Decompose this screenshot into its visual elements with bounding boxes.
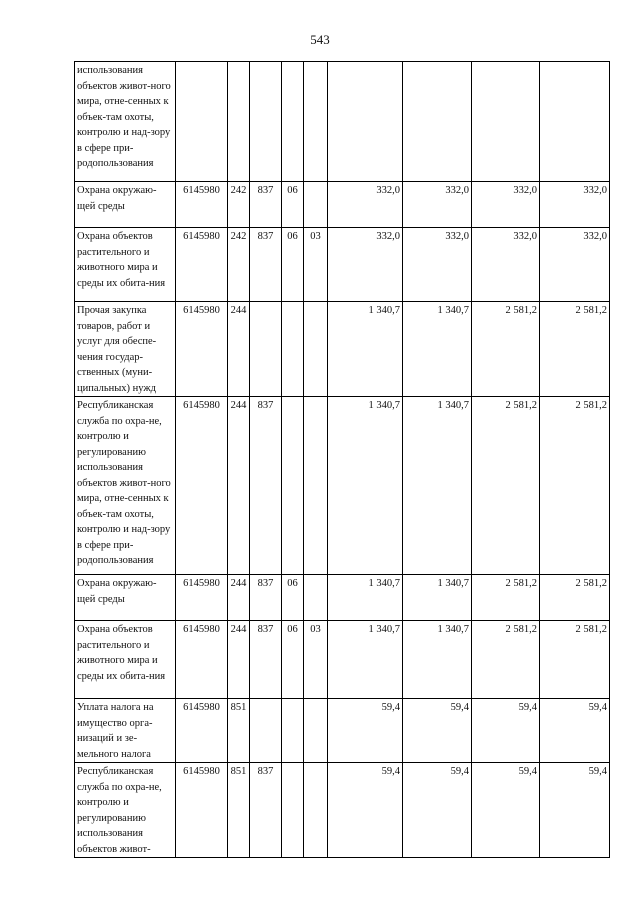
amount-col4-cell: 2 581,2 <box>540 575 610 621</box>
table-row <box>75 699 610 763</box>
section-code-cell <box>282 763 304 858</box>
row-name-cell: Уплата налога на имущество орга-низаций и зе-мельного налога <box>75 699 176 763</box>
table-row <box>75 621 610 699</box>
subsection-code-cell <box>304 182 328 228</box>
subsection-code-cell <box>304 763 328 858</box>
amount-col2-cell: 332,0 <box>403 182 472 228</box>
amount-col4-cell: 332,0 <box>540 228 610 302</box>
amount-col3-cell: 2 581,2 <box>472 302 540 397</box>
amount-col4-cell: 59,4 <box>540 699 610 763</box>
target-code-cell: 6145980 <box>176 397 228 575</box>
target-code-cell <box>176 62 228 182</box>
amount-col1-cell: 1 340,7 <box>328 397 403 575</box>
amount-col4-cell: 2 581,2 <box>540 397 610 575</box>
expense-type-cell: 244 <box>228 621 250 699</box>
expense-type-cell: 851 <box>228 699 250 763</box>
subsection-code-cell <box>304 302 328 397</box>
page-number: 543 <box>310 32 330 47</box>
amount-col3-cell: 332,0 <box>472 182 540 228</box>
row-name-cell: Охрана окружаю-щей среды <box>75 575 176 621</box>
target-code-cell: 6145980 <box>176 228 228 302</box>
row-name-cell: использования объектов живот-ного мира, отне-сенных к объек-там охоты, контролю и над-зору в сфере при-родопользования <box>75 62 176 182</box>
expense-type-cell: 244 <box>228 575 250 621</box>
budget-table <box>74 61 610 858</box>
amount-col1-cell: 59,4 <box>328 763 403 858</box>
target-code-cell: 6145980 <box>176 182 228 228</box>
expense-type-cell <box>228 62 250 182</box>
subsection-code-cell <box>304 699 328 763</box>
amount-col4-cell: 2 581,2 <box>540 621 610 699</box>
row-name-cell: Республиканская служба по охра-не, контролю и регулированию использования объектов живот-ного мира, отне-сенных к объек-там охоты, контролю и над-зору в сфере при-родопользования <box>75 397 176 575</box>
section-code-cell <box>282 302 304 397</box>
ministry-code-cell: 837 <box>250 575 282 621</box>
ministry-code-cell: 837 <box>250 182 282 228</box>
ministry-code-cell: 837 <box>250 763 282 858</box>
ministry-code-cell <box>250 302 282 397</box>
amount-col1-cell: 332,0 <box>328 228 403 302</box>
section-code-cell <box>282 62 304 182</box>
amount-col4-cell: 59,4 <box>540 763 610 858</box>
table-body <box>75 62 610 858</box>
amount-col2-cell: 332,0 <box>403 228 472 302</box>
amount-col2-cell: 1 340,7 <box>403 302 472 397</box>
expense-type-cell: 242 <box>228 228 250 302</box>
subsection-code-cell <box>304 62 328 182</box>
target-code-cell: 6145980 <box>176 302 228 397</box>
ministry-code-cell <box>250 62 282 182</box>
amount-col3-cell: 59,4 <box>472 763 540 858</box>
table-row <box>75 397 610 575</box>
ministry-code-cell: 837 <box>250 397 282 575</box>
amount-col2-cell: 59,4 <box>403 763 472 858</box>
table-row <box>75 575 610 621</box>
section-code-cell: 06 <box>282 621 304 699</box>
table-row <box>75 228 610 302</box>
amount-col2-cell: 59,4 <box>403 699 472 763</box>
ministry-code-cell <box>250 699 282 763</box>
ministry-code-cell: 837 <box>250 621 282 699</box>
amount-col3-cell: 332,0 <box>472 228 540 302</box>
expense-type-cell: 244 <box>228 302 250 397</box>
amount-col3-cell: 2 581,2 <box>472 575 540 621</box>
expense-type-cell: 851 <box>228 763 250 858</box>
amount-col1-cell: 1 340,7 <box>328 621 403 699</box>
amount-col3-cell: 2 581,2 <box>472 621 540 699</box>
target-code-cell: 6145980 <box>176 575 228 621</box>
amount-col1-cell: 1 340,7 <box>328 575 403 621</box>
row-name-cell: Прочая закупка товаров, работ и услуг для обеспе-чения государ-ственных (муни-ципальных) нужд <box>75 302 176 397</box>
row-name-cell: Охрана объектов растительного и животного мира и среды их обита-ния <box>75 228 176 302</box>
amount-col2-cell: 1 340,7 <box>403 397 472 575</box>
amount-col3-cell: 2 581,2 <box>472 397 540 575</box>
amount-col2-cell <box>403 62 472 182</box>
target-code-cell: 6145980 <box>176 621 228 699</box>
subsection-code-cell <box>304 397 328 575</box>
subsection-code-cell: 03 <box>304 621 328 699</box>
ministry-code-cell: 837 <box>250 228 282 302</box>
table-row <box>75 62 610 182</box>
subsection-code-cell: 03 <box>304 228 328 302</box>
amount-col1-cell: 1 340,7 <box>328 302 403 397</box>
section-code-cell <box>282 397 304 575</box>
section-code-cell: 06 <box>282 228 304 302</box>
expense-type-cell: 244 <box>228 397 250 575</box>
target-code-cell: 6145980 <box>176 699 228 763</box>
amount-col4-cell: 332,0 <box>540 182 610 228</box>
subsection-code-cell <box>304 575 328 621</box>
amount-col1-cell: 59,4 <box>328 699 403 763</box>
amount-col4-cell <box>540 62 610 182</box>
amount-col2-cell: 1 340,7 <box>403 575 472 621</box>
amount-col3-cell <box>472 62 540 182</box>
section-code-cell: 06 <box>282 575 304 621</box>
amount-col1-cell <box>328 62 403 182</box>
amount-col3-cell: 59,4 <box>472 699 540 763</box>
expense-type-cell: 242 <box>228 182 250 228</box>
row-name-cell: Охрана объектов растительного и животного мира и среды их обита-ния <box>75 621 176 699</box>
section-code-cell <box>282 699 304 763</box>
table-row <box>75 302 610 397</box>
table-row <box>75 763 610 858</box>
amount-col2-cell: 1 340,7 <box>403 621 472 699</box>
section-code-cell: 06 <box>282 182 304 228</box>
table-row <box>75 182 610 228</box>
amount-col4-cell: 2 581,2 <box>540 302 610 397</box>
row-name-cell: Республиканская служба по охра-не, контролю и регулированию использования объектов живот- <box>75 763 176 858</box>
target-code-cell: 6145980 <box>176 763 228 858</box>
row-name-cell: Охрана окружаю-щей среды <box>75 182 176 228</box>
amount-col1-cell: 332,0 <box>328 182 403 228</box>
